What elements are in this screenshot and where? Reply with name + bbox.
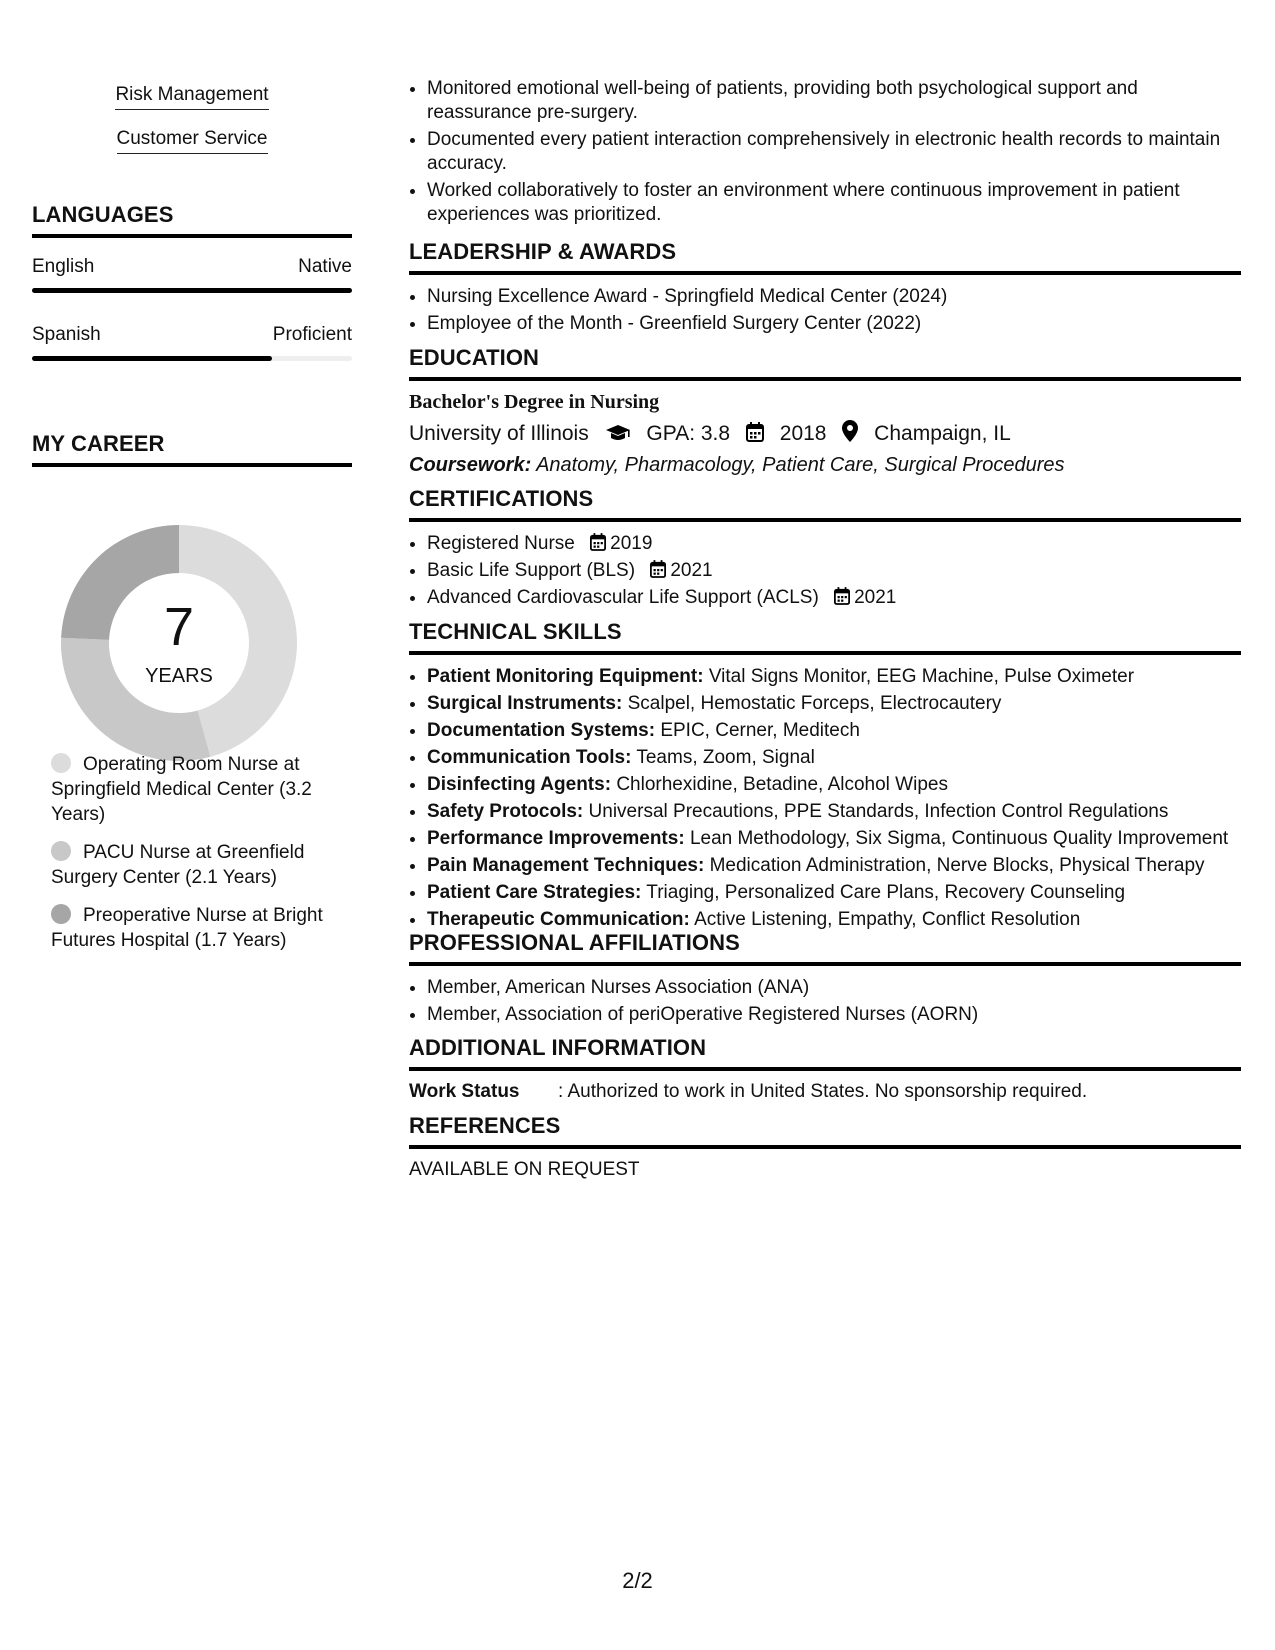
skill-category: Pain Management Techniques:: [427, 855, 705, 876]
skill-tag: [32, 128, 352, 154]
section-title: PROFESSIONAL AFFILIATIONS: [409, 930, 1241, 966]
technical-skill-item: [427, 665, 1241, 689]
legend-dot-icon: [51, 904, 71, 924]
map-pin-icon: [842, 420, 858, 448]
experience-bullets: [409, 77, 1241, 230]
technical-skill-item: [427, 827, 1241, 851]
section-title: REFERENCES: [409, 1113, 1241, 1149]
section-title: CERTIFICATIONS: [409, 486, 1241, 522]
technical-skills-section: [409, 619, 1241, 935]
degree-title: Bachelor's Degree in Nursing: [409, 391, 660, 413]
award-item: • Nursing Excellence Award - Springfield Medical Center (2024): [427, 285, 1241, 309]
technical-skill-item: [427, 800, 1241, 824]
coursework-list: Anatomy, Pharmacology, Patient Care, Surgical Procedures: [536, 454, 1065, 476]
skill-label: Customer Service: [117, 128, 268, 154]
certification-year: 2019: [610, 533, 653, 554]
certification-date: [590, 533, 652, 554]
awards-section: [409, 239, 1241, 339]
skill-category: Documentation Systems:: [427, 720, 656, 741]
skill-category: Patient Monitoring Equipment:: [427, 666, 704, 687]
experience-bullet: • Worked collaboratively to foster an environment where continuous improvement in patient experiences was prioritized.: [427, 179, 1241, 227]
section-title: EDUCATION: [409, 345, 1241, 381]
skill-category: Disinfecting Agents:: [427, 774, 612, 795]
technical-skill-item: [427, 854, 1241, 878]
technical-skill-item: [427, 719, 1241, 743]
affiliation-item: • Member, Association of periOperative Registered Nurses (AORN): [427, 1003, 1241, 1027]
career-legend-item: [51, 752, 351, 827]
graduation-cap-icon: [605, 424, 631, 448]
calendar-icon: [590, 533, 606, 551]
career-section-header: [32, 431, 352, 467]
certification-item: [427, 559, 1241, 583]
skill-values: Teams, Zoom, Signal: [636, 747, 815, 768]
language-item: [32, 256, 352, 293]
skill-category: Communication Tools:: [427, 747, 632, 768]
skill-values: EPIC, Cerner, Meditech: [660, 720, 860, 741]
legend-dot-icon: [51, 753, 71, 773]
references-text: AVAILABLE ON REQUEST: [409, 1159, 640, 1180]
page-number: 2/2: [622, 1568, 653, 1593]
skill-values: Active Listening, Empathy, Conflict Resolution: [694, 909, 1081, 930]
education-details: [409, 420, 1241, 448]
technical-skill-item: [427, 746, 1241, 770]
references-section: [409, 1113, 1241, 1181]
school-location: Champaign, IL: [874, 422, 1011, 445]
skill-label: Risk Management: [115, 84, 268, 110]
work-status-value: : Authorized to work in United States. No sponsorship required.: [558, 1081, 1088, 1102]
section-title: LANGUAGES: [32, 202, 352, 238]
career-donut-chart: [56, 520, 302, 766]
education-section: [409, 345, 1241, 477]
skill-values: Vital Signs Monitor, EEG Machine, Pulse Oximeter: [708, 666, 1135, 687]
certification-name: Basic Life Support (BLS): [427, 560, 636, 581]
language-level: Proficient: [272, 324, 352, 345]
career-legend-item: [51, 903, 351, 953]
calendar-icon: [834, 587, 850, 605]
proficiency-fill: [32, 288, 352, 293]
school-name: University of Illinois: [409, 422, 589, 445]
certification-date: [834, 587, 896, 608]
language-item: [32, 324, 352, 361]
coursework-label: Coursework:: [409, 454, 532, 476]
calendar-icon: [650, 560, 666, 578]
career-legend-item: [51, 840, 351, 890]
career-years-unit: YEARS: [145, 665, 213, 687]
affiliations-section: [409, 930, 1241, 1030]
skill-values: Triaging, Personalized Care Plans, Recovery Counseling: [646, 882, 1126, 903]
certification-year: 2021: [854, 587, 897, 608]
proficiency-bar: [32, 356, 352, 361]
legend-dot-icon: [51, 841, 71, 861]
technical-skill-item: [427, 692, 1241, 716]
languages-section-header: [32, 202, 352, 238]
calendar-icon: [746, 422, 764, 448]
skill-category: Performance Improvements:: [427, 828, 685, 849]
skill-category: Patient Care Strategies:: [427, 882, 642, 903]
certification-item: [427, 532, 1241, 556]
career-role-label: Preoperative Nurse at Bright Futures Hospital (1.7 Years): [51, 905, 323, 951]
technical-skill-item: [427, 881, 1241, 905]
language-name: Spanish: [32, 324, 101, 345]
coursework: [409, 454, 1241, 477]
career-role-label: Operating Room Nurse at Springfield Medical Center (3.2 Years): [51, 754, 312, 825]
certification-date: [650, 560, 712, 581]
experience-bullet: • Monitored emotional well-being of patients, providing both psychological support and reassurance pre-surgery.: [427, 77, 1241, 125]
skill-category: Safety Protocols:: [427, 801, 584, 822]
certification-name: Advanced Cardiovascular Life Support (ACLS): [427, 587, 819, 608]
work-status: [409, 1081, 1241, 1103]
skill-category: Surgical Instruments:: [427, 693, 623, 714]
section-title: MY CAREER: [32, 431, 352, 467]
donut-center: [56, 520, 302, 766]
career-legend: [51, 752, 351, 966]
certifications-section: [409, 486, 1241, 613]
technical-skill-item: [427, 773, 1241, 797]
skill-category: Therapeutic Communication:: [427, 909, 690, 930]
affiliation-item: • Member, American Nurses Association (ANA): [427, 976, 1241, 1000]
certification-name: Registered Nurse: [427, 533, 575, 554]
proficiency-fill: [32, 356, 272, 361]
career-years-total: 7: [163, 597, 195, 657]
career-role-label: PACU Nurse at Greenfield Surgery Center (2.1 Years): [51, 842, 305, 888]
language-name: English: [32, 256, 95, 277]
skill-tag: [32, 84, 352, 110]
proficiency-bar: [32, 288, 352, 293]
skill-values: Lean Methodology, Six Sigma, Continuous Quality Improvement: [689, 828, 1229, 849]
section-title: LEADERSHIP & AWARDS: [409, 239, 1241, 275]
technical-skill-item: [427, 908, 1241, 932]
skill-values: Scalpel, Hemostatic Forceps, Electrocautery: [627, 693, 1002, 714]
certification-year: 2021: [670, 560, 713, 581]
section-title: TECHNICAL SKILLS: [409, 619, 1241, 655]
gpa-value: GPA: 3.8: [646, 422, 731, 445]
graduation-year: 2018: [779, 422, 827, 445]
award-item: • Employee of the Month - Greenfield Surgery Center (2022): [427, 312, 1241, 336]
skill-values: Chlorhexidine, Betadine, Alcohol Wipes: [616, 774, 948, 795]
certification-item: [427, 586, 1241, 610]
language-level: Native: [298, 256, 352, 277]
work-status-label: Work Status: [409, 1081, 520, 1102]
skill-values: Medication Administration, Nerve Blocks, Physical Therapy: [709, 855, 1205, 876]
skill-values: Universal Precautions, PPE Standards, Infection Control Regulations: [588, 801, 1169, 822]
experience-bullet: • Documented every patient interaction comprehensively in electronic health records to maintain accuracy.: [427, 128, 1241, 176]
additional-info-section: [409, 1035, 1241, 1103]
section-title: ADDITIONAL INFORMATION: [409, 1035, 1241, 1071]
